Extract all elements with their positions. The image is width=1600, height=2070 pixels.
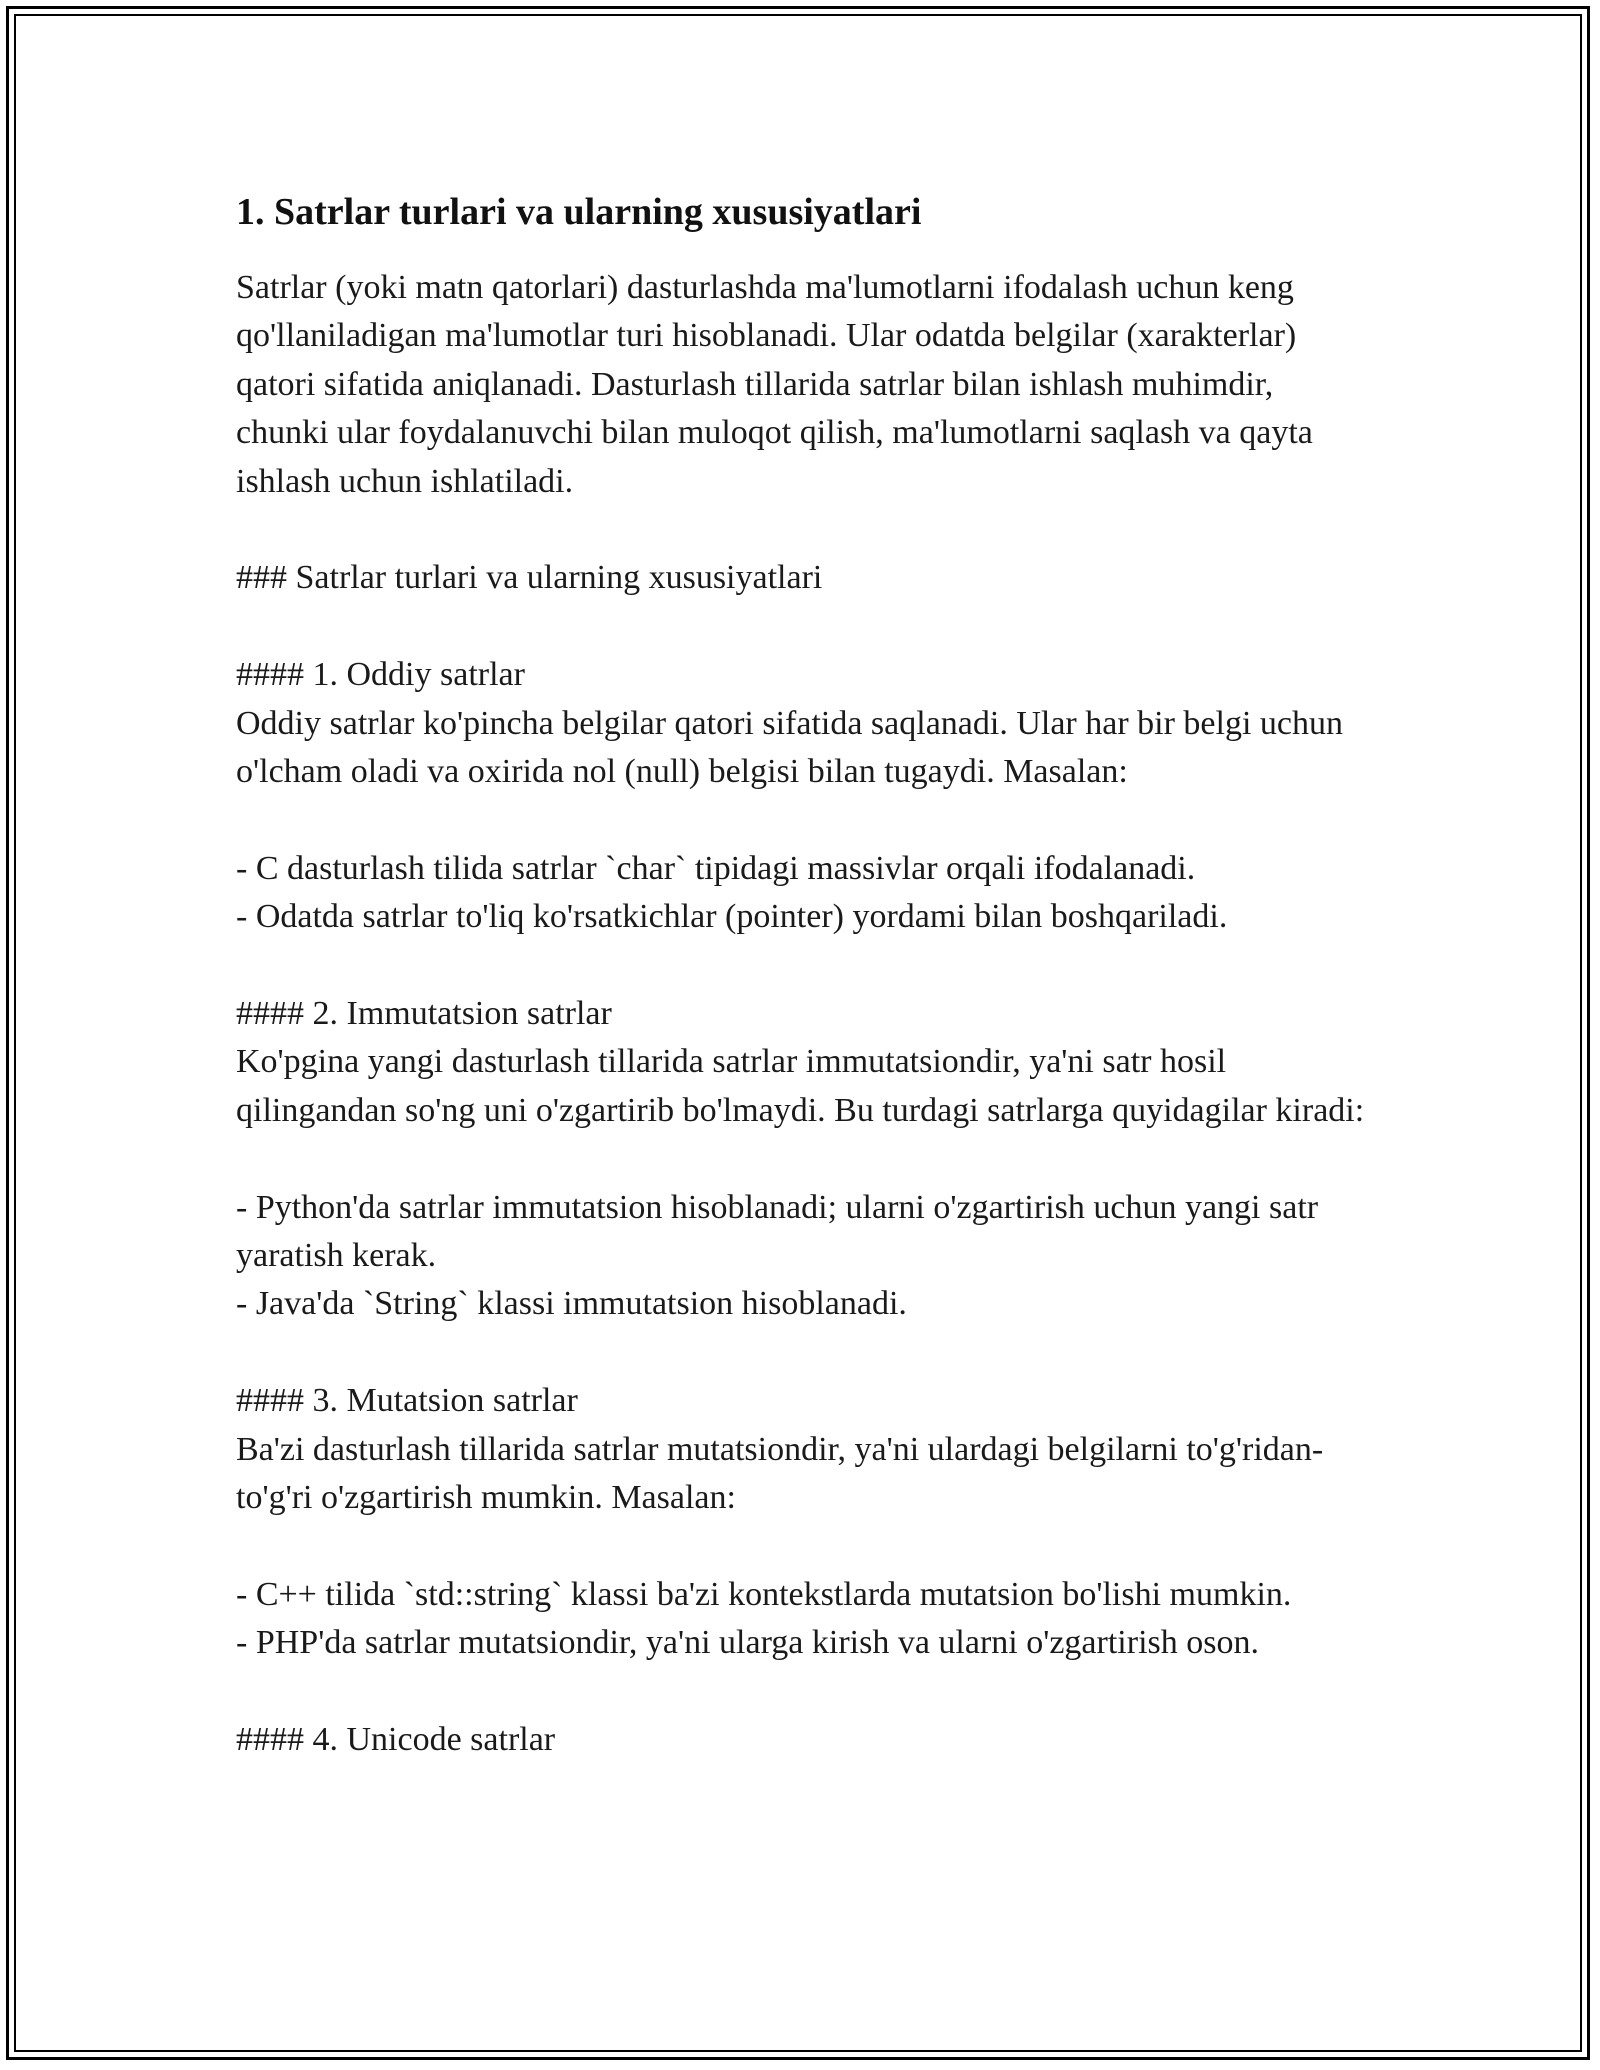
section-2-bullet-1: - Python'da satrlar immutatsion hisoblanadi; ularni o'zgartirish uchun yangi satr yaratish kerak. bbox=[236, 1188, 1319, 1275]
section-2-bullet-2: - Java'da `String` klassi immutatsion hisoblanadi. bbox=[236, 1285, 907, 1323]
spacer bbox=[236, 796, 1366, 844]
section-3-bullet-1: - C++ tilida `std::string` klassi ba'zi kontekstlarda mutatsion bo'lishi mumkin. bbox=[236, 1575, 1292, 1613]
section-1-heading: #### 1. Oddiy satrlar bbox=[236, 656, 525, 694]
section-2-heading: #### 2. Immutatsion satrlar bbox=[236, 995, 612, 1033]
spacer bbox=[236, 942, 1366, 990]
spacer bbox=[236, 1329, 1366, 1377]
section-3-heading: #### 3. Mutatsion satrlar bbox=[236, 1382, 578, 1420]
intro-paragraph: Satrlar (yoki matn qatorlari) dasturlashda ma'lumotlarni ifodalash uchun keng qo'llaniladigan ma'lumotlar turi hisoblanadi. Ular odatda belgilar (xarakterlar) qatori sifatida aniqlanadi. Dasturlash tillarida satrlar bilan ishlash muhimdir, chunki ular foydalanuvchi bilan muloqot qilish, ma'lumotlarni saqlash va qayta ishlash uchun ishlatiladi. bbox=[236, 269, 1313, 500]
document-title: 1. Satrlar turlari va ularning xususiyatlari bbox=[236, 191, 922, 233]
section-2-text: Ko'pgina yangi dasturlash tillarida satrlar immutatsiondir, ya'ni satr hosil qilingandan so'ng uni o'zgartirib bo'lmaydi. Bu turdagi satrlarga quyidagilar kiradi: bbox=[236, 1043, 1365, 1129]
spacer bbox=[236, 1522, 1366, 1570]
spacer bbox=[236, 1668, 1366, 1716]
spacer bbox=[236, 1135, 1366, 1183]
section-1-text: Oddiy satrlar ko'pincha belgilar qatori sifatida saqlanadi. Ular har bir belgi uchun o'lcham oladi va oxirida nol (null) belgisi bilan tugaydi. Masalan: bbox=[236, 704, 1343, 791]
section-1-bullet-1: - C dasturlash tilida satrlar `char` tipidagi massivlar orqali ifodalanadi. bbox=[236, 849, 1196, 887]
document-body bbox=[236, 186, 1366, 1764]
section-3-text: Ba'zi dasturlash tillarida satrlar mutatsiondir, ya'ni ulardagi belgilarni to'g'ridan-to'g'ri o'zgartirish mumkin. Masalan: bbox=[236, 1430, 1324, 1517]
spacer bbox=[236, 506, 1366, 554]
spacer bbox=[236, 603, 1366, 651]
subheading: ### Satrlar turlari va ularning xususiyatlari bbox=[236, 559, 823, 597]
section-3-bullet-2: - PHP'da satrlar mutatsiondir, ya'ni ularga kirish va ularni o'zgartirish oson. bbox=[236, 1624, 1259, 1662]
section-4-heading: #### 4. Unicode satrlar bbox=[236, 1721, 556, 1759]
section-1-bullet-2: - Odatda satrlar to'liq ko'rsatkichlar (pointer) yordami bilan boshqariladi. bbox=[236, 898, 1228, 936]
